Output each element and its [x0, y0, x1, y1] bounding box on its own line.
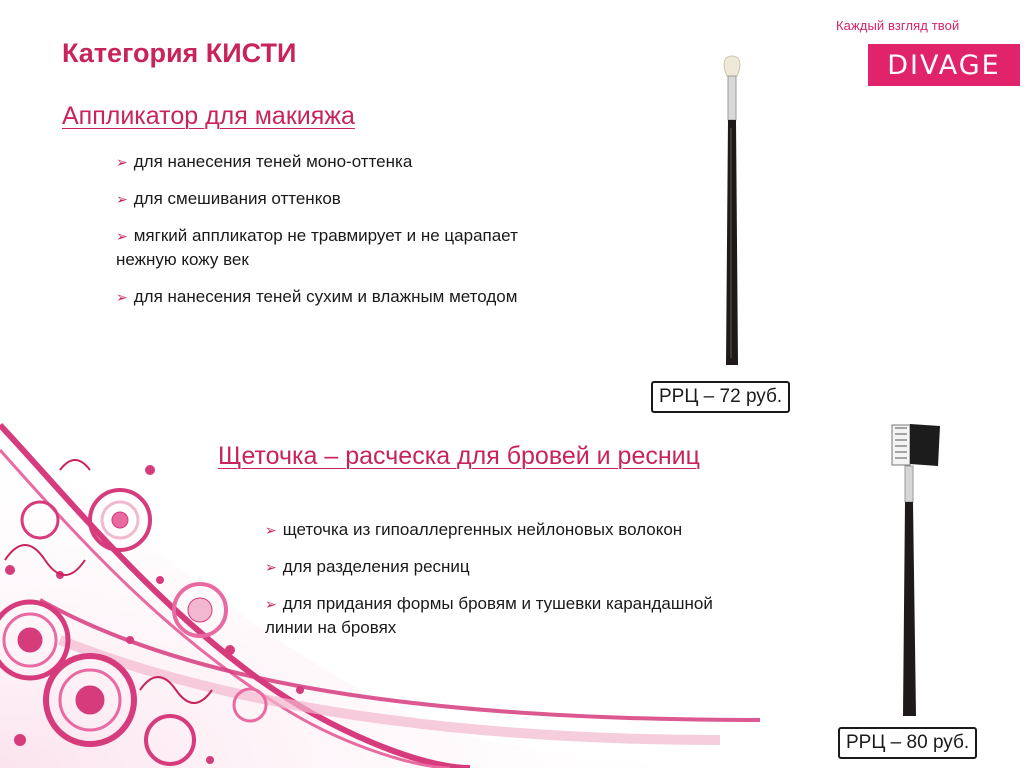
- brand-tagline: Каждый взгляд твой: [836, 18, 960, 33]
- brow-comb-feature-list: [265, 518, 845, 653]
- arrow-bullet-icon: ➢: [116, 191, 128, 207]
- price-tag-applicator: РРЦ – 72 руб.: [651, 381, 790, 413]
- list-item: ➢ для придания формы бровям и тушевки карандашной линии на бровях: [265, 594, 713, 637]
- list-item: ➢ для смешивания оттенков: [116, 189, 341, 208]
- arrow-bullet-icon: ➢: [265, 522, 277, 538]
- category-title: Категория КИСТИ: [62, 38, 297, 68]
- arrow-bullet-icon: ➢: [116, 289, 128, 305]
- list-item: ➢ мягкий аппликатор не травмирует и не царапает нежную кожу век: [116, 226, 518, 269]
- price-tag-brow-comb: РРЦ – 80 руб.: [838, 727, 977, 759]
- arrow-bullet-icon: ➢: [265, 596, 277, 612]
- list-item: ➢ для нанесения теней сухим и влажным методом: [116, 287, 518, 306]
- arrow-bullet-icon: ➢: [116, 154, 128, 170]
- arrow-bullet-icon: ➢: [265, 559, 277, 575]
- applicator-brush-image: [724, 56, 740, 365]
- brow-comb-brush-image: [892, 424, 940, 716]
- brand-logo: [868, 44, 1020, 86]
- brand-logo-text: DIVAGE: [887, 49, 1001, 81]
- applicator-feature-list: [116, 150, 656, 322]
- list-item: ➢ для разделения ресниц: [265, 557, 470, 576]
- list-item: ➢ щеточка из гипоаллергенных нейлоновых волокон: [265, 520, 683, 539]
- section-title-applicator: Аппликатор для макияжа: [62, 102, 355, 130]
- section-title-brow-comb: Щеточка – расческа для бровей и ресниц: [218, 442, 700, 470]
- arrow-bullet-icon: ➢: [116, 228, 128, 244]
- list-item: ➢ для нанесения теней моно-оттенка: [116, 152, 413, 171]
